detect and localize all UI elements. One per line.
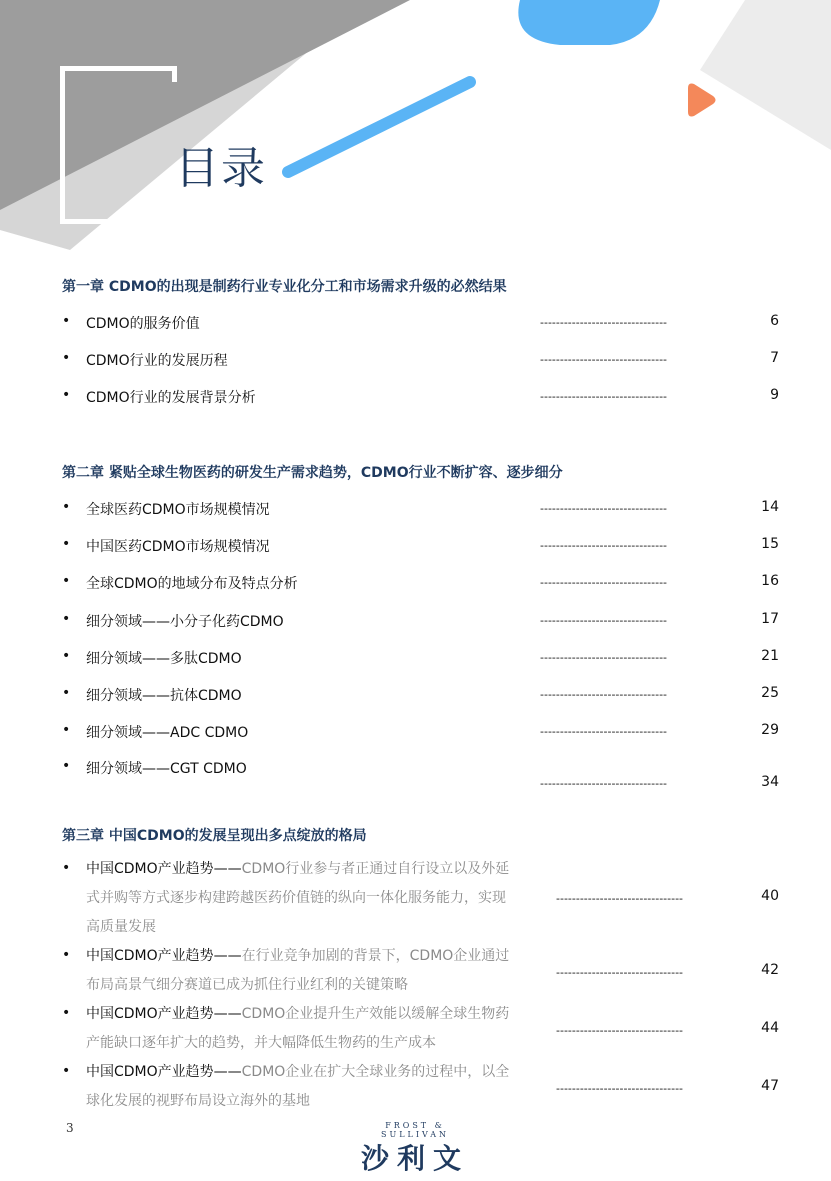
dash-leader: -------------------------------- [540, 316, 668, 329]
bullet: • [62, 313, 71, 329]
toc-item-page: 9 [770, 387, 779, 403]
toc-item-page: 16 [761, 573, 779, 589]
toc-item-page: 44 [761, 1020, 779, 1036]
chapter-heading: 第一章 CDMO的出现是制药行业专业化分工和市场需求升级的必然结果 [62, 279, 507, 295]
dash-leader: -------------------------------- [540, 725, 668, 738]
dash-leader: -------------------------------- [556, 966, 684, 979]
toc-item-page: 29 [761, 722, 779, 738]
toc-item-page: 21 [761, 648, 779, 664]
bullet: • [62, 685, 71, 701]
toc-item-page: 6 [770, 313, 779, 329]
dash-leader: -------------------------------- [556, 1082, 684, 1095]
bullet: • [62, 648, 71, 664]
dash-leader: -------------------------------- [540, 651, 668, 664]
toc-item-page: 17 [761, 611, 779, 627]
bullet: • [62, 611, 71, 627]
toc-item-page: 40 [761, 888, 779, 904]
bullet: • [62, 499, 71, 515]
toc-item-label: 全球医药CDMO市场规模情况 [86, 502, 270, 518]
bullet: • [62, 387, 71, 403]
toc-item-label: CDMO的服务价值 [86, 316, 200, 332]
page-number: 3 [66, 1121, 74, 1135]
dash-leader: -------------------------------- [556, 1024, 684, 1037]
title-frame [60, 66, 175, 224]
bullet: • [62, 573, 71, 589]
trend-detail: CDMO行业参与者正通过自行设立以及外延式并购等方式逐步构建跨越医药价值链的纵向一体化服务能力，实现高质量发展 [86, 861, 510, 935]
bullet: • [62, 536, 71, 552]
dash-leader: -------------------------------- [540, 390, 668, 403]
orange-play-icon [688, 84, 716, 117]
trend-lead: 中国CDMO产业趋势—— [86, 1006, 242, 1022]
toc-item-label: CDMO行业的发展历程 [86, 353, 228, 369]
dash-leader: -------------------------------- [540, 353, 668, 366]
toc-item-label: 细分领域——多肽CDMO [86, 651, 242, 667]
bullet: • [62, 1005, 71, 1021]
bullet: • [62, 722, 71, 738]
trend-lead: 中国CDMO产业趋势—— [86, 948, 242, 964]
light-gray-arrow-shape [700, 0, 831, 150]
bullet: • [62, 1063, 71, 1079]
dash-leader: -------------------------------- [540, 688, 668, 701]
toc-item-page: 7 [770, 350, 779, 366]
toc-item-label [86, 1000, 511, 1058]
chapter-heading: 第三章 中国CDMO的发展呈现出多点绽放的格局 [62, 828, 367, 844]
blue-pill-shape [518, 0, 660, 45]
frost-sullivan-logo [350, 1121, 480, 1177]
chapter-heading: 第二章 紧贴全球生物医药的研发生产需求趋势，CDMO行业不断扩容、逐步细分 [62, 465, 563, 481]
toc-item-label: 中国医药CDMO市场规模情况 [86, 539, 270, 555]
toc-item-page: 14 [761, 499, 779, 515]
dash-leader: -------------------------------- [540, 539, 668, 552]
toc-item-label [86, 1058, 511, 1116]
bullet: • [62, 350, 71, 366]
blue-stripe [288, 82, 470, 172]
toc-item-page: 34 [761, 774, 779, 790]
trend-lead: 中国CDMO产业趋势—— [86, 861, 242, 877]
bullet: • [62, 758, 71, 774]
toc-item-page: 42 [761, 962, 779, 978]
trend-detail: CDMO企业在扩大全球业务的过程中，以全球化发展的视野布局设立海外的基地 [86, 1064, 510, 1109]
dash-leader: -------------------------------- [556, 892, 684, 905]
toc-item-page: 15 [761, 536, 779, 552]
trend-detail: CDMO企业提升生产效能以缓解全球生物药产能缺口逐年扩大的趋势，并大幅降低生物药的生产成本 [86, 1006, 510, 1051]
dash-leader: -------------------------------- [540, 777, 668, 790]
dash-leader: -------------------------------- [540, 614, 668, 627]
page-title: 目录 [175, 143, 267, 194]
toc-item-label [86, 855, 511, 942]
toc-item-label: 细分领域——抗体CDMO [86, 688, 242, 704]
toc-item-label [86, 942, 511, 1000]
toc-item-page: 47 [761, 1078, 779, 1094]
dash-leader: -------------------------------- [540, 576, 668, 589]
bullet: • [62, 860, 71, 876]
toc-item-label: 细分领域——ADC CDMO [86, 725, 249, 741]
bullet: • [62, 947, 71, 963]
trend-detail: 在行业竞争加剧的背景下，CDMO企业通过布局高景气细分赛道已成为抓住行业红利的关键策略 [86, 948, 510, 993]
toc-item-page: 25 [761, 685, 779, 701]
dash-leader: -------------------------------- [540, 502, 668, 515]
toc-item-label: 细分领域——小分子化药CDMO [86, 614, 284, 630]
toc-item-label: 全球CDMO的地域分布及特点分析 [86, 576, 298, 592]
toc-item-label: 细分领域——CGT CDMO [86, 761, 247, 777]
toc-item-label: CDMO行业的发展背景分析 [86, 390, 256, 406]
logo-english: FROST & SULLIVAN [380, 1121, 450, 1139]
trend-lead: 中国CDMO产业趋势—— [86, 1064, 242, 1080]
logo-chinese: 沙利文 [360, 1142, 469, 1175]
